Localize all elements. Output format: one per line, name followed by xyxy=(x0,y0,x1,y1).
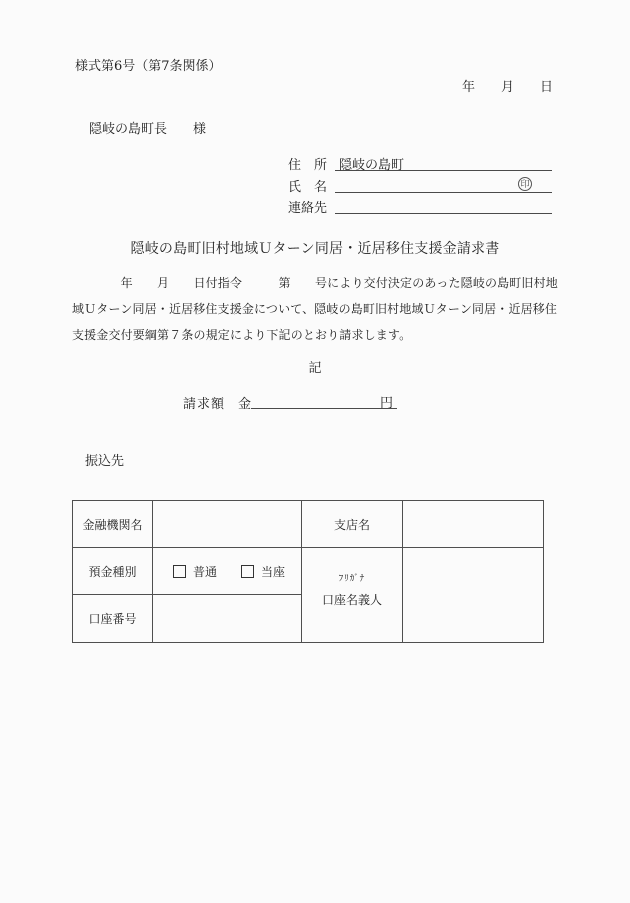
deposit-option-current-label: 当座 xyxy=(261,564,286,579)
name-label: 氏 名 xyxy=(288,180,328,195)
account-holder-input-cell[interactable] xyxy=(403,548,544,643)
addressee-line: 隠岐の島町長 様 xyxy=(89,122,207,137)
body-line: 支援金交付要綱第７条の規定により下記のとおり請求します。 xyxy=(72,328,412,342)
checkbox-current-icon[interactable] xyxy=(241,565,254,578)
transfer-heading: 振込先 xyxy=(85,454,125,469)
body-line: 域Ｕターン同居・近居移住支援金について、隠岐の島町旧村地域Ｕターン同居・近居移住 xyxy=(72,302,558,316)
furigana-label: ﾌﾘｶﾞﾅ xyxy=(338,573,366,584)
account-number-label-cell: 口座番号 xyxy=(73,595,153,643)
address-label: 住 所 xyxy=(288,158,328,173)
deposit-type-options-cell xyxy=(153,548,302,595)
seal-icon: 印 xyxy=(518,177,532,191)
bank-account-table xyxy=(72,500,544,643)
account-holder-label: 口座名義人 xyxy=(321,592,382,607)
contact-label: 連絡先 xyxy=(288,201,328,216)
name-field[interactable] xyxy=(335,176,552,193)
body-line: 年 月 日付指令 第 号により交付決定のあった隠岐の島町旧村地 xyxy=(72,276,558,290)
address-field[interactable]: 隠岐の島町 xyxy=(335,154,552,171)
checkbox-ordinary-icon[interactable] xyxy=(173,565,186,578)
deposit-type-label-cell: 預金種別 xyxy=(73,548,153,595)
institution-input-cell[interactable] xyxy=(153,501,302,548)
date-line: 年 月 日 xyxy=(462,80,554,95)
form-number: 様式第6号（第7条関係） xyxy=(75,59,222,74)
contact-field[interactable] xyxy=(335,197,552,214)
branch-label-cell: 支店名 xyxy=(302,501,403,548)
ki-marker: 記 xyxy=(308,361,322,376)
currency-suffix: 円 xyxy=(379,396,393,411)
deposit-option-ordinary-label: 普通 xyxy=(193,564,218,579)
account-holder-label-cell xyxy=(302,548,403,643)
document-title: 隠岐の島町旧村地域Ｕターン同居・近居移住支援金請求書 xyxy=(130,241,500,257)
request-amount-label: 請求額 xyxy=(183,397,226,412)
branch-input-cell[interactable] xyxy=(403,501,544,548)
deposit-option-ordinary[interactable] xyxy=(173,563,217,580)
currency-prefix: 金 xyxy=(238,397,252,412)
deposit-option-current[interactable] xyxy=(241,563,285,580)
body-paragraph xyxy=(72,270,562,348)
institution-label-cell: 金融機関名 xyxy=(73,501,153,548)
account-number-input-cell[interactable] xyxy=(153,595,302,643)
amount-field[interactable] xyxy=(251,392,397,409)
